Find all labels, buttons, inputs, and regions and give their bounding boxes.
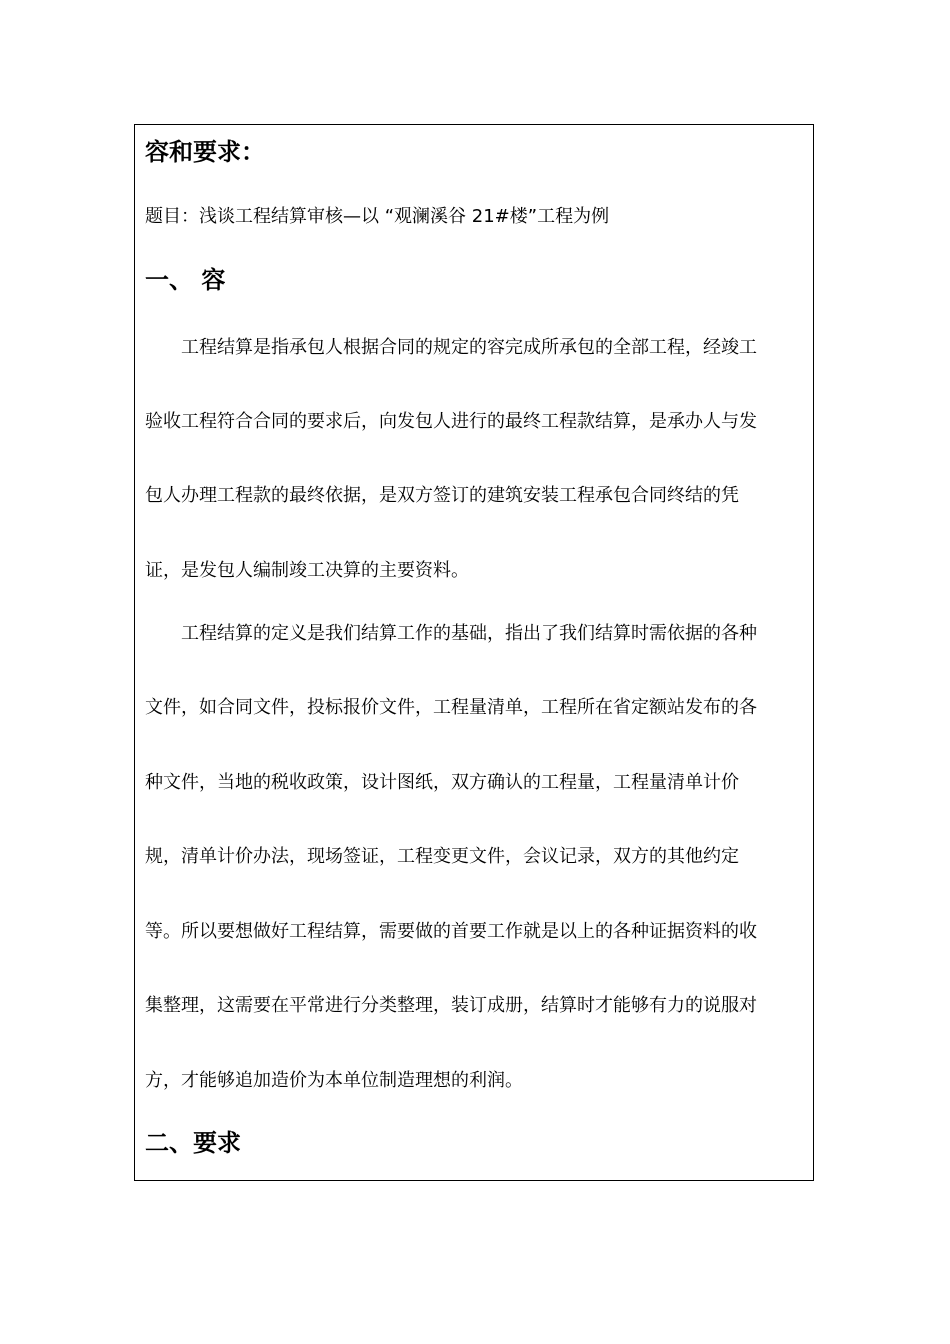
- paragraph-1-line-1: 工程结算是指承包人根据合同的规定的容完成所承包的全部工程，经竣工: [181, 337, 757, 358]
- topic-line: 题目：浅谈工程结算审核—以 “观澜溪谷 21#楼”工程为例: [145, 206, 610, 227]
- paragraph-2-line-4: 规，清单计价办法，现场签证，工程变更文件，会议记录，双方的其他约定: [145, 846, 739, 867]
- paragraph-2-line-3: 种文件，当地的税收政策，设计图纸，双方确认的工程量，工程量清单计价: [145, 772, 739, 793]
- paragraph-1-line-4: 证，是发包人编制竣工决算的主要资料。: [145, 560, 469, 581]
- section-2-heading: 二、要求: [145, 1129, 241, 1157]
- paragraph-2-line-6: 集整理，这需要在平常进行分类整理，装订成册，结算时才能够有力的说服对: [145, 995, 757, 1016]
- document-title: 容和要求：: [145, 138, 265, 166]
- paragraph-2-line-1: 工程结算的定义是我们结算工作的基础，指出了我们结算时需依据的各种: [181, 623, 757, 644]
- section-1-heading: 一、 容: [145, 266, 226, 294]
- paragraph-2-line-5: 等。所以要想做好工程结算，需要做的首要工作就是以上的各种证据资料的收: [145, 921, 757, 942]
- paragraph-1-line-2: 验收工程符合合同的要求后，向发包人进行的最终工程款结算，是承办人与发: [145, 411, 757, 432]
- paragraph-2-line-2: 文件，如合同文件，投标报价文件，工程量清单，工程所在省定额站发布的各: [145, 697, 757, 718]
- paragraph-2-line-7: 方，才能够追加造价为本单位制造理想的利润。: [145, 1070, 523, 1091]
- content-frame: [134, 124, 814, 1181]
- paragraph-1-line-3: 包人办理工程款的最终依据，是双方签订的建筑安装工程承包合同终结的凭: [145, 485, 739, 506]
